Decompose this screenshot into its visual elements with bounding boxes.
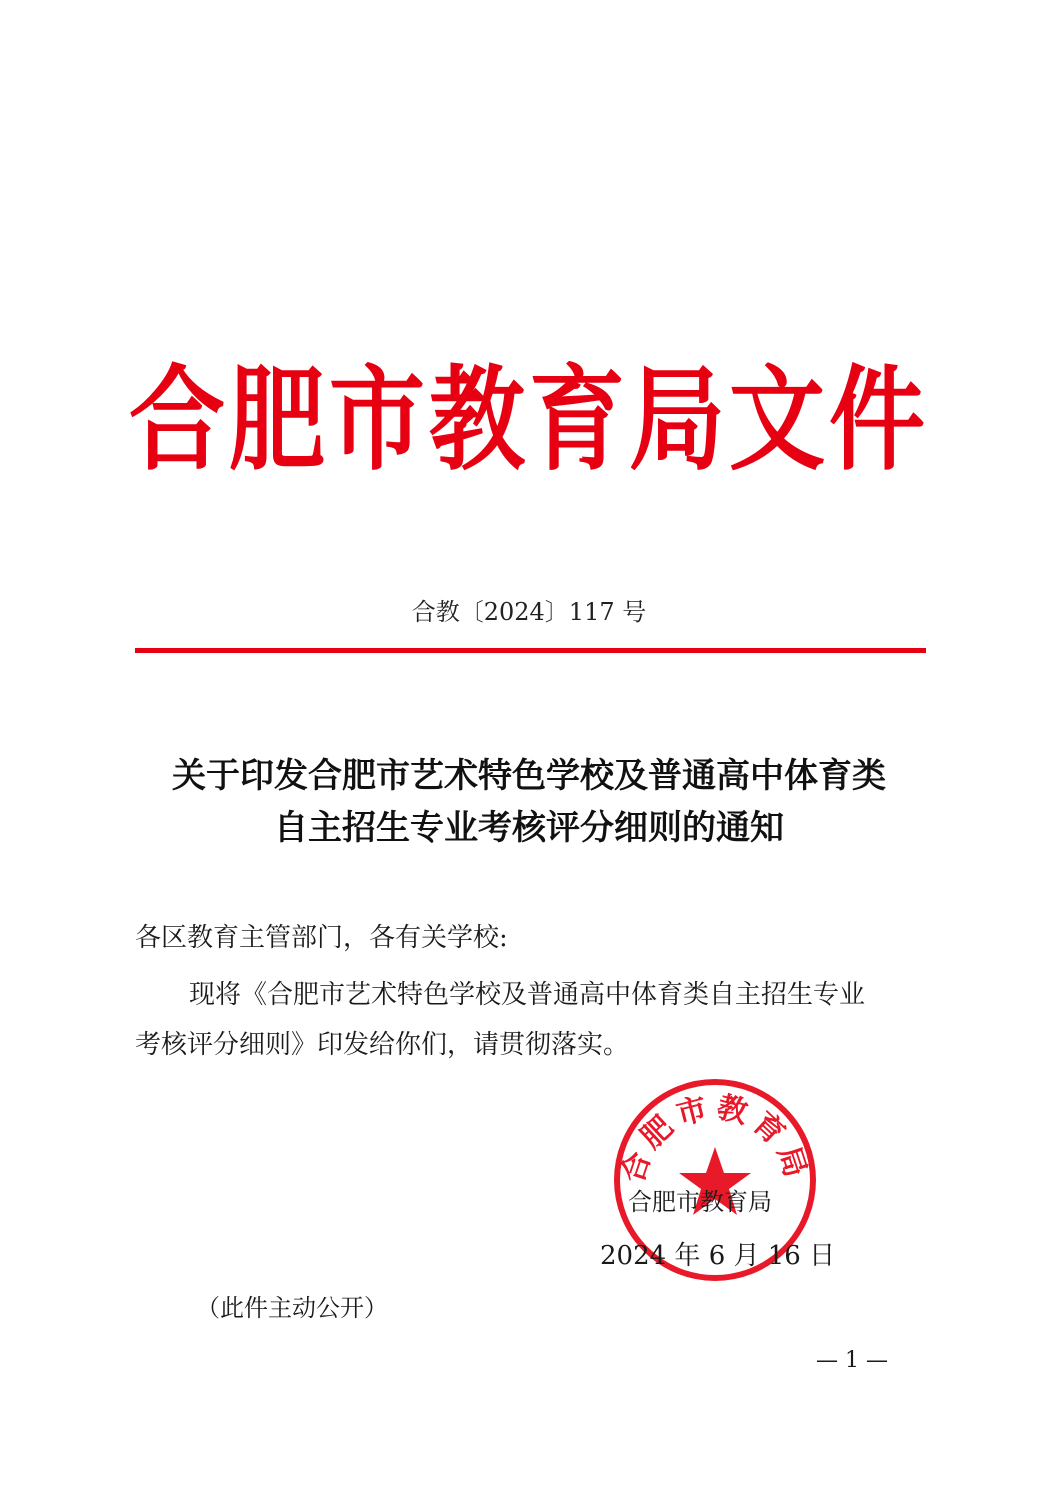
notice-title bbox=[0, 750, 1058, 854]
red-divider-line bbox=[135, 648, 926, 653]
notice-title-line-1: 关于印发合肥市艺术特色学校及普通高中体育类 bbox=[172, 756, 886, 796]
body-paragraph bbox=[135, 970, 927, 1070]
body-paragraph-line-2: 考核评分细则》印发给你们，请贯彻落实。 bbox=[135, 1030, 630, 1060]
document-header-title: 合肥市教育局文件 bbox=[129, 353, 929, 487]
document-number: 合教〔2024〕117 号 bbox=[411, 598, 647, 626]
seal-text: 合肥市教育局 bbox=[615, 1089, 815, 1188]
notice-title-line-2: 自主招生专业考核评分细则的通知 bbox=[274, 808, 784, 848]
addressee: 各区教育主管部门，各有关学校: bbox=[135, 923, 508, 953]
page-number: — 1 — bbox=[816, 1348, 888, 1373]
body-paragraph-line-1: 现将《合肥市艺术特色学校及普通高中体育类自主招生专业 bbox=[189, 980, 866, 1010]
public-disclosure-note: （此件主动公开） bbox=[196, 1294, 388, 1322]
issue-date: 2024 年 6 月 16 日 bbox=[600, 1241, 836, 1271]
issuer-signature: 合肥市教育局 bbox=[628, 1188, 772, 1216]
